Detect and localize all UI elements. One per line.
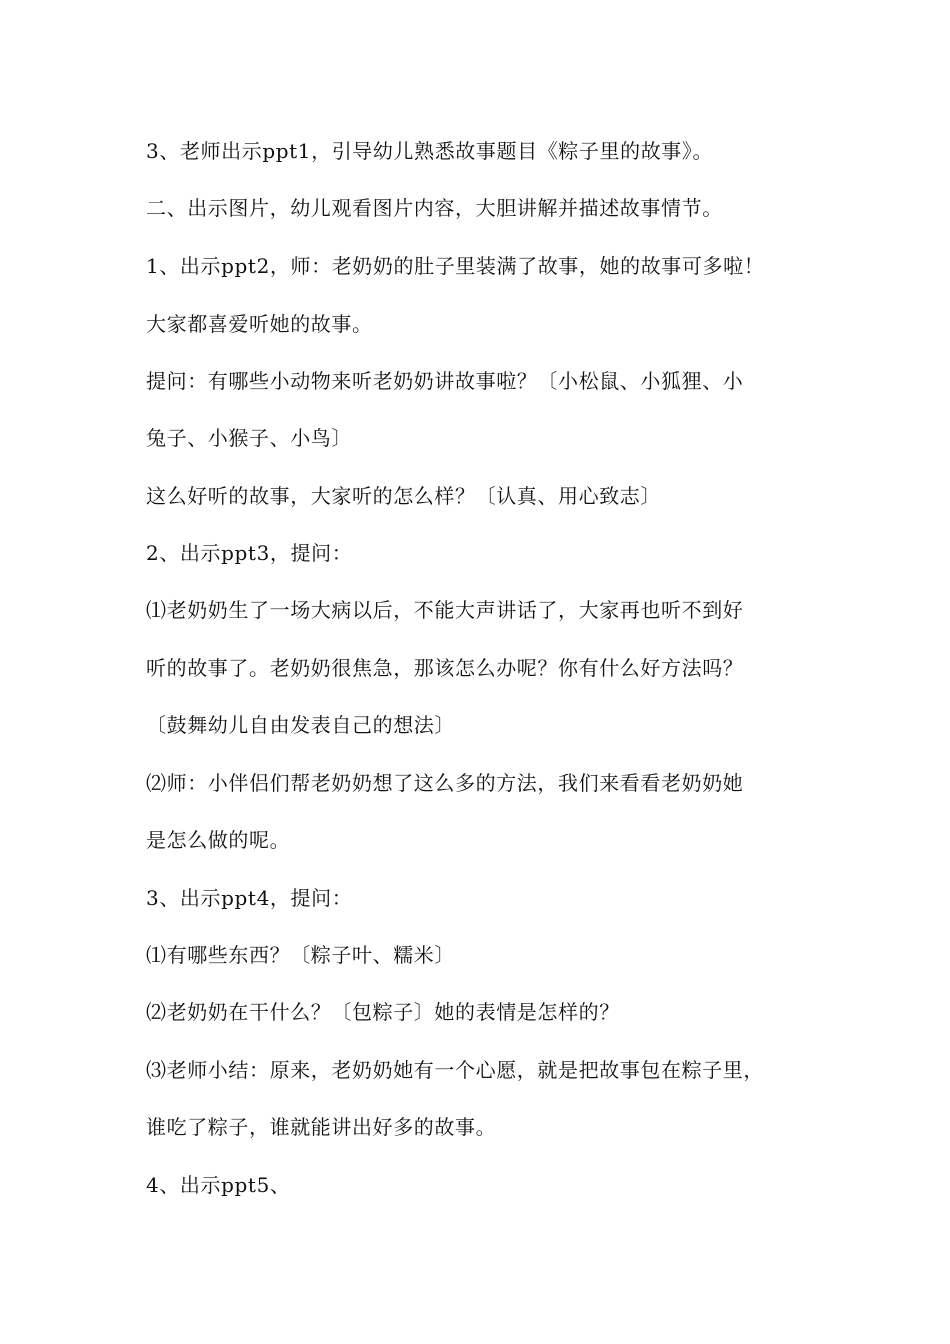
text-line: 听的故事了。老奶奶很焦急，那该怎么办呢？你有什么好方法吗？ (146, 656, 744, 680)
text-line: 大家都喜爱听她的故事。 (146, 312, 373, 336)
text-line: ⑵师：小伴侣们帮老奶奶想了这么多的方法，我们来看看老奶奶她 (146, 771, 744, 795)
text-line: 提问：有哪些小动物来听老奶奶讲故事啦？〔小松鼠、小狐狸、小 (146, 369, 744, 393)
text-line: 〔鼓舞幼儿自由发表自己的想法〕 (146, 713, 455, 737)
text-line: ⑴老奶奶生了一场大病以后，不能大声讲话了，大家再也听不到好 (146, 598, 744, 622)
text-line: ⑵老奶奶在干什么？〔包粽子〕她的表情是怎样的？ (146, 1000, 620, 1024)
section-heading: 二、出示图片，幼儿观看图片内容，大胆讲解并描述故事情节。 (146, 196, 723, 220)
text-line: 3、出示ppt4，提问： (146, 886, 353, 910)
text-line: ⑴有哪些东西？〔粽子叶、糯米〕 (146, 943, 455, 967)
text-line: ⑶老师小结：原来，老奶奶她有一个心愿，就是把故事包在粽子里， (146, 1058, 764, 1082)
text-line: 谁吃了粽子，谁就能讲出好多的故事。 (146, 1115, 497, 1139)
text-line: 这么好听的故事，大家听的怎么样？〔认真、用心致志〕 (146, 484, 661, 508)
text-line: 兔子、小猴子、小鸟〕 (146, 426, 352, 450)
text-line: 1、出示ppt2，师：老奶奶的肚子里装满了故事，她的故事可多啦！ (146, 254, 765, 278)
text-line: 4、出示ppt5、 (146, 1173, 291, 1197)
text-line: 是怎么做的呢。 (146, 828, 291, 852)
text-line: 3、老师出示ppt1，引导幼儿熟悉故事题目《粽子里的故事》。 (146, 139, 714, 163)
text-line: 2、出示ppt3，提问： (146, 541, 353, 565)
